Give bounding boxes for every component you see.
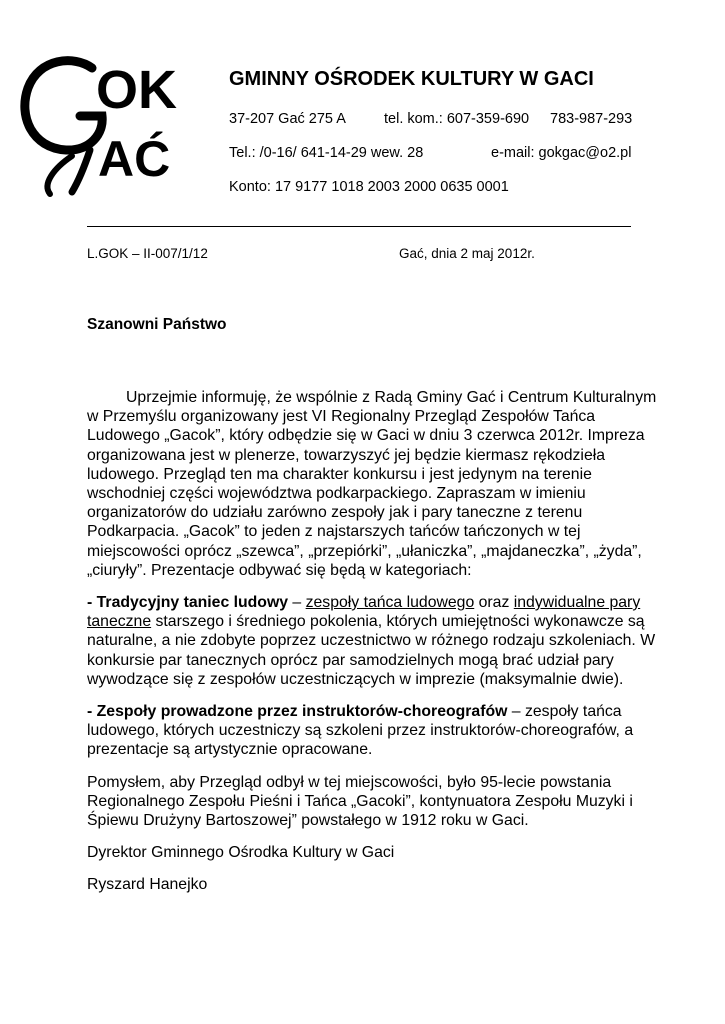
intro-paragraph: Uprzejmie informuję, że wspólnie z Radą Gminy Gać i Centrum Kulturalnym w Przemyślu organizowany jest VI Regionalny Przegląd Zespołów Tańca Ludowego „Gacok”, który odbędzie się w Gaci w dniu 3 czerwca 2012r. Impreza organizowana jest w plenerze, towarzyszyć jej będzie kiermasz rękodzieła ludowego. Przegląd ten ma charakter konkursu i jest jedynym na terenie wschodniej części województwa podkarpackiego. Zapraszam w imieniu organizatorów do udziału zarówno zespoły jak i pary taneczne z terenu Podkarpacia. „Gacok” to jeden z najstarszych tańców tańczonych w tej miejscowości oprócz „szewca”, „przepiórki”, „ułaniczka”, „majdaneczka”, „żyda”, „ciuryły”. Prezentacje odbywać się będą w kategoriach:	[87, 389, 657, 579]
category-1-underline-2: indywidualne pary taneczne	[87, 594, 641, 631]
mobile-phone: tel. kom.: 607-359-690	[384, 111, 530, 127]
header-divider	[87, 226, 631, 227]
category-1-text: starszego i średniego pokolenia, których umiejętności wykonawcze są naturalne, a nie zdobyte poprzez uczestnictwo w różnego rodzaju szkoleniach. W konkursie par tanecznych oprócz par samodzielnych mogą brać udział pary wywodzące się z zespołów uczestniczących w imprezie (maksymalnie dwie).	[87, 613, 656, 688]
gok-logo	[14, 50, 206, 200]
signature-name: Ryszard Hanejko	[87, 876, 208, 894]
logo-text-bottom: AĆ	[98, 131, 171, 187]
category-1-paragraph	[87, 593, 657, 689]
category-1-connector: oraz	[474, 594, 514, 612]
email: e-mail: gokgac@o2.pl	[491, 145, 632, 161]
gok-logo-graphic	[14, 50, 206, 200]
greeting: Szanowni Państwo	[87, 316, 227, 333]
reference-number: L.GOK – II-007/1/12	[87, 246, 208, 261]
category-1-title: - Tradycyjny taniec ludowy	[87, 594, 289, 612]
logo-text-top: OK	[96, 60, 177, 120]
mobile-phone-2: 783-987-293	[550, 111, 633, 127]
letter-body	[87, 388, 657, 908]
landline-phone: Tel.: /0-16/ 641-14-29 wew. 28	[229, 145, 424, 161]
history-paragraph: Pomysłem, aby Przegląd odbył w tej miejscowości, było 95-lecie powstania Regionalnego Zespołu Pieśni i Tańca „Gacoki”, kontynuatora Zespołu Muzyki i Śpiewu Drużyny Bartoszowej” powstałego w 1912 roku w Gaci.	[87, 773, 633, 830]
date-place: Gać, dnia 2 maj 2012r.	[399, 246, 535, 261]
category-2-text: – zespoły tańca ludowego, których uczestniczy są szkoleni przez instruktorów-choreografów, a prezentacje są artystycznie opracowane.	[87, 703, 634, 759]
category-1-dash: –	[288, 594, 306, 612]
category-1-underline-1: zespoły tańca ludowego	[305, 594, 475, 612]
address: 37-207 Gać 275 A	[229, 111, 346, 127]
category-2-title: - Zespoły prowadzone przez instruktorów-choreografów	[87, 703, 508, 721]
bank-account: Konto: 17 9177 1018 2003 2000 0635 0001	[229, 179, 509, 195]
category-2-paragraph	[87, 702, 657, 760]
organization-name: GMINNY OŚRODEK KULTURY W GACI	[229, 68, 594, 90]
signature-title: Dyrektor Gminnego Ośrodka Kultury w Gaci	[87, 844, 395, 862]
